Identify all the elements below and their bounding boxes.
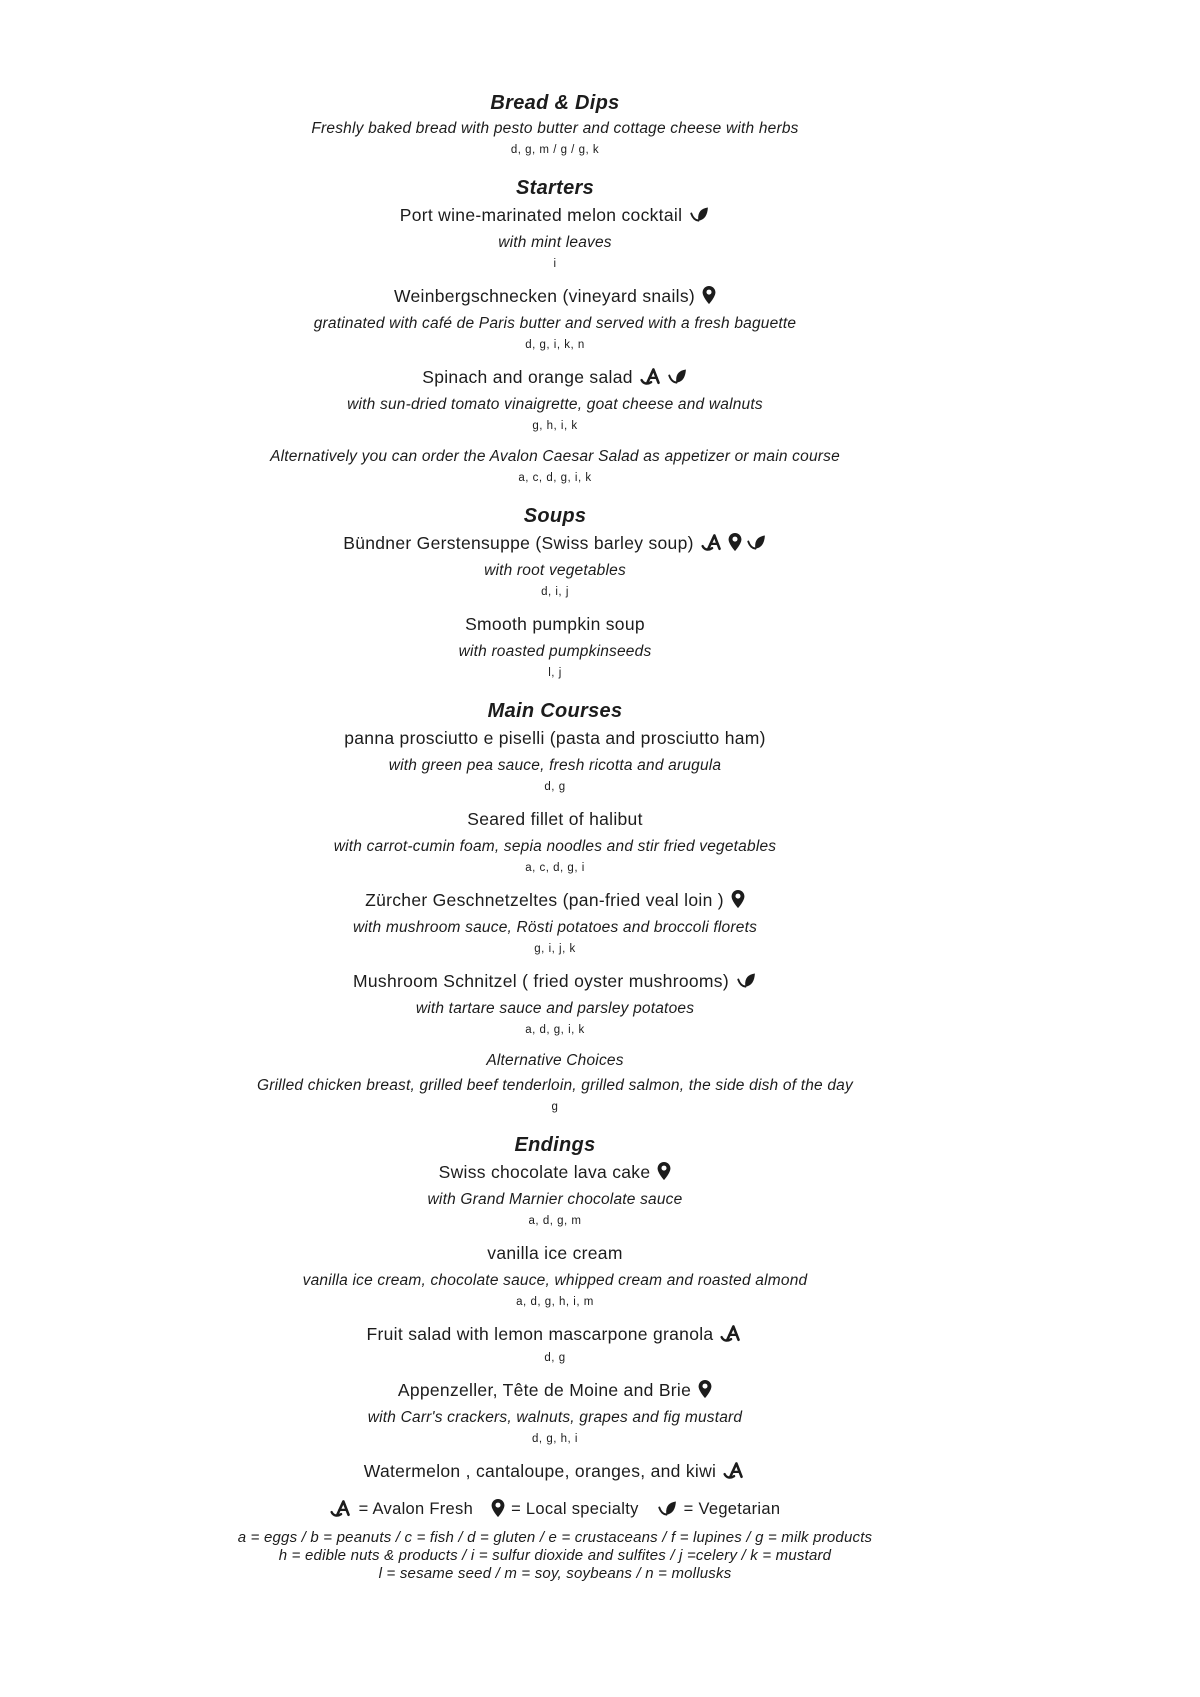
item-description: with mushroom sauce, Rösti potatoes and broccoli florets <box>352 919 758 936</box>
menu-item <box>0 118 1110 158</box>
legend-symbol-local-specialty <box>491 1500 639 1518</box>
item-name: Watermelon , cantaloupe, oranges, and kiwi <box>363 1461 717 1481</box>
legend-symbol-label: = Avalon Fresh <box>358 1500 474 1518</box>
allergen-legend <box>0 1497 1110 1583</box>
item-name: panna prosciutto e piselli (pasta and prosciutto ham) <box>344 728 766 748</box>
menu-item <box>0 1322 1110 1366</box>
menu-item <box>0 284 1110 353</box>
menu-item <box>0 446 1110 486</box>
section-title: Starters <box>516 177 594 199</box>
item-allergen-codes: a, c, d, g, i <box>525 862 585 874</box>
item-allergen-codes: i <box>553 258 557 270</box>
vegetarian-icon <box>746 534 767 552</box>
legend-symbols-row <box>0 1497 1110 1521</box>
item-description: with mint leaves <box>498 234 612 251</box>
item-allergen-codes: d, g, i, k, n <box>525 339 585 351</box>
local-specialty-icon <box>657 1161 671 1181</box>
item-name: Port wine-marinated melon cocktail <box>399 205 683 225</box>
item-name: Spinach and orange salad <box>422 367 633 387</box>
legend-allergen-line: h = edible nuts & products / i = sulfur dioxide and sulfites / j =celery / k = mustard <box>278 1547 832 1564</box>
item-name-line <box>0 365 1110 389</box>
item-name-line <box>0 284 1110 308</box>
legend-symbol-avalon-fresh <box>330 1500 473 1518</box>
menu-section-soups <box>0 503 1110 681</box>
item-allergen-codes: a, d, g, h, i, m <box>516 1296 594 1308</box>
item-allergen-codes: d, i, j <box>541 586 569 598</box>
item-description: with Grand Marnier chocolate sauce <box>427 1191 683 1208</box>
item-description: vanilla ice cream, chocolate sauce, whipped cream and roasted almond <box>302 1272 808 1289</box>
item-name: Seared fillet of halibut <box>467 809 643 829</box>
avalon-fresh-icon <box>330 1499 353 1518</box>
item-description: with sun-dried tomato vinaigrette, goat cheese and walnuts <box>347 396 763 413</box>
menu-item <box>0 807 1110 876</box>
item-name: vanilla ice cream <box>487 1243 623 1263</box>
vegetarian-icon <box>736 972 757 990</box>
item-name-line <box>0 612 1110 636</box>
legend-symbol-label: = Local specialty <box>511 1500 639 1518</box>
menu-item <box>0 1050 1110 1115</box>
section-title: Main Courses <box>487 700 623 722</box>
item-name-line <box>0 1160 1110 1184</box>
item-name-line <box>0 726 1110 750</box>
item-description: with green pea sauce, fresh ricotta and arugula <box>388 757 722 774</box>
item-name-line <box>0 1378 1110 1402</box>
item-allergen-codes: g, i, j, k <box>534 943 576 955</box>
avalon-fresh-icon <box>640 367 663 386</box>
item-name: Fruit salad with lemon mascarpone granola <box>366 1324 714 1344</box>
item-description: Alternative Choices <box>486 1052 624 1069</box>
item-allergen-codes: d, g, m / g / g, k <box>510 144 600 156</box>
item-description: Freshly baked bread with pesto butter and cottage cheese with herbs <box>311 120 799 137</box>
item-name-line <box>0 888 1110 912</box>
item-allergen-codes: g, h, i, k <box>532 420 578 432</box>
menu-item <box>0 203 1110 272</box>
local-specialty-icon <box>491 1498 505 1518</box>
legend-symbol-vegetarian <box>657 1500 781 1518</box>
section-title: Endings <box>514 1134 596 1156</box>
menu-item <box>0 726 1110 795</box>
vegetarian-icon <box>657 1500 678 1518</box>
legend-allergen-lines <box>0 1529 1110 1583</box>
local-specialty-icon <box>731 889 745 909</box>
menu-item <box>0 1378 1110 1447</box>
menu-section-starters <box>0 175 1110 486</box>
item-allergen-codes: a, d, g, i, k <box>525 1024 585 1036</box>
menu-item <box>0 365 1110 434</box>
item-name-line <box>0 1459 1110 1483</box>
item-name: Zürcher Geschnetzeltes (pan-fried veal loin ) <box>365 890 724 910</box>
vegetarian-icon <box>667 368 688 386</box>
menu-section-endings <box>0 1132 1110 1483</box>
legend-symbol-label: = Vegetarian <box>683 1500 781 1518</box>
item-description: with tartare sauce and parsley potatoes <box>415 1000 695 1017</box>
item-name-line <box>0 1241 1110 1265</box>
item-allergen-codes: g <box>551 1101 559 1113</box>
item-description: with root vegetables <box>484 562 626 579</box>
avalon-fresh-icon <box>701 533 724 552</box>
local-specialty-icon <box>698 1379 712 1399</box>
item-description: with carrot-cumin foam, sepia noodles and stir fried vegetables <box>333 838 777 855</box>
menu-item <box>0 612 1110 681</box>
item-description: Alternatively you can order the Avalon Caesar Salad as appetizer or main course <box>270 448 840 465</box>
item-allergen-codes: a, d, g, m <box>528 1215 582 1227</box>
section-title: Bread & Dips <box>490 92 620 114</box>
item-name-line <box>0 203 1110 227</box>
item-allergen-codes: d, g <box>544 1352 566 1364</box>
item-allergen-codes: l, j <box>548 667 562 679</box>
item-allergen-codes: d, g <box>544 781 566 793</box>
item-name: Swiss chocolate lava cake <box>438 1162 651 1182</box>
section-title: Soups <box>523 505 587 527</box>
item-allergen-codes: a, c, d, g, i, k <box>518 472 592 484</box>
item-description: gratinated with café de Paris butter and served with a fresh baguette <box>313 315 797 332</box>
local-specialty-icon <box>702 285 716 305</box>
item-name-line <box>0 1322 1110 1346</box>
legend-allergen-line: a = eggs / b = peanuts / c = fish / d = gluten / e = crustaceans / f = lupines / g = milk products <box>237 1529 873 1546</box>
item-name-line <box>0 531 1110 555</box>
item-description: Grilled chicken breast, grilled beef tenderloin, grilled salmon, the side dish of the day <box>257 1077 853 1094</box>
menu-item <box>0 531 1110 600</box>
avalon-fresh-icon <box>723 1461 746 1480</box>
item-allergen-codes: d, g, h, i <box>532 1433 578 1445</box>
item-name-line <box>0 969 1110 993</box>
menu-item <box>0 1160 1110 1229</box>
menu-section-main-courses <box>0 698 1110 1115</box>
menu-item <box>0 888 1110 957</box>
item-description: with roasted pumpkinseeds <box>458 643 652 660</box>
item-name-line <box>0 807 1110 831</box>
item-name: Weinbergschnecken (vineyard snails) <box>393 286 695 306</box>
menu-item <box>0 969 1110 1038</box>
item-name: Smooth pumpkin soup <box>465 614 645 634</box>
menu-item <box>0 1459 1110 1483</box>
local-specialty-icon <box>728 532 742 552</box>
menu-section-bread-dips <box>0 90 1110 158</box>
avalon-fresh-icon <box>720 1324 743 1343</box>
item-name: Mushroom Schnitzel ( fried oyster mushrooms) <box>353 971 729 991</box>
vegetarian-icon <box>689 206 710 224</box>
item-name: Bündner Gerstensuppe (Swiss barley soup) <box>343 533 694 553</box>
item-description: with Carr's crackers, walnuts, grapes and fig mustard <box>367 1409 743 1426</box>
menu-sections <box>0 90 1110 1483</box>
item-name: Appenzeller, Tête de Moine and Brie <box>397 1380 692 1400</box>
menu-item <box>0 1241 1110 1310</box>
legend-allergen-line: l = sesame seed / m = soy, soybeans / n = mollusks <box>378 1565 732 1582</box>
